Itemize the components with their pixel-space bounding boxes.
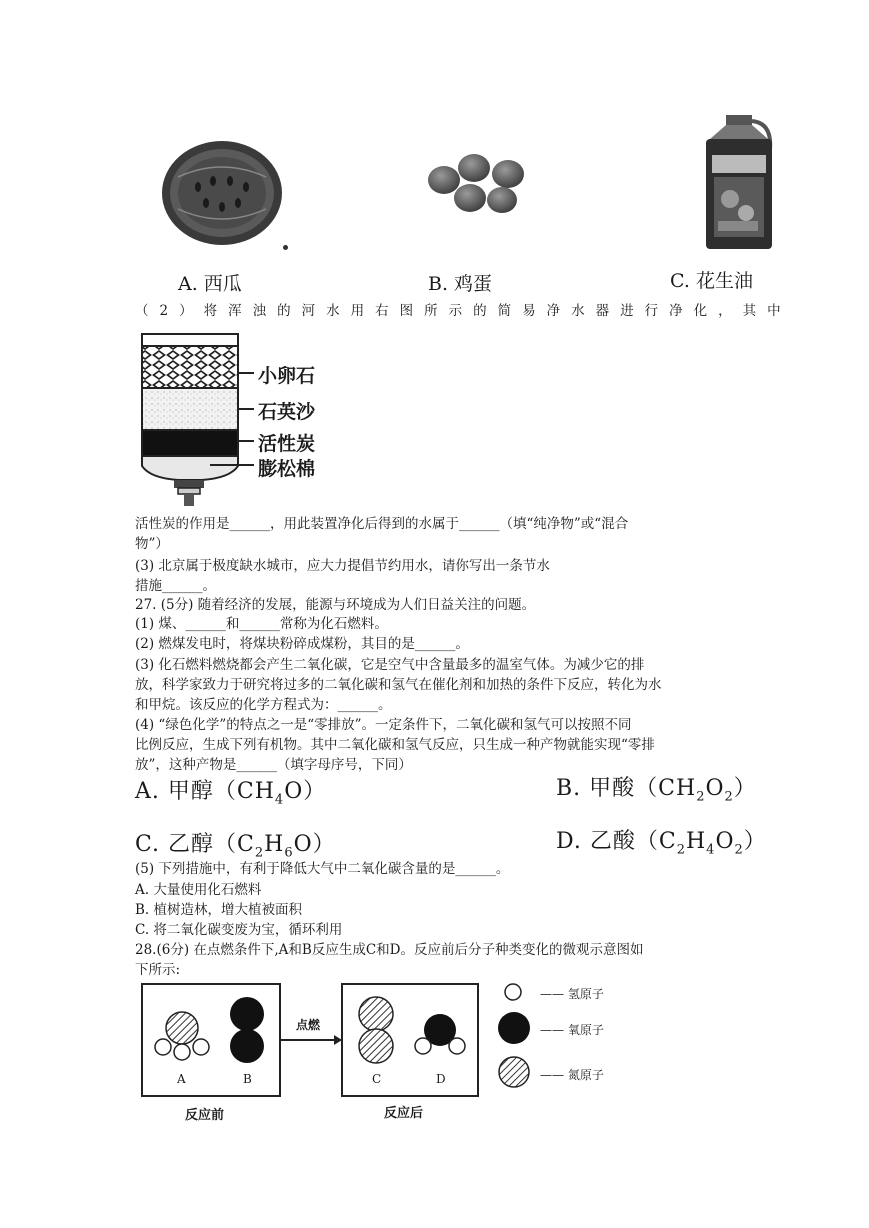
watermelon-image: [158, 137, 286, 249]
filter-layer-cotton: 膨松棉: [258, 458, 316, 480]
oil-bottle-image: [700, 115, 778, 250]
filter-layer-pebbles: 小卵石: [258, 365, 316, 387]
q27-3-line1: (3) 化石燃料燃烧都会产生二氧化碳，它是空气中含量最多的温室气体。为减少它的排: [135, 657, 645, 673]
q28-line2: 下所示:: [135, 962, 181, 978]
q27-4-line2: 比例反应，生成下列有机物。其中二氧化碳和氢气反应，只生成一种产物就能实现“零排: [135, 737, 655, 753]
q28-line1: 28.(6分) 在点燃条件下,A和B反应生成C和D。反应前后分子种类变化的微观示意图如: [135, 942, 644, 958]
q26-3-line1: (3) 北京属于极度缺水城市，应大力提倡节约用水，请你写出一条节水: [135, 558, 550, 574]
ink-dot: [283, 245, 288, 250]
label-before: 反应前: [185, 1108, 225, 1123]
q27-5-option-b: B. 植树造林，增大植被面积: [135, 902, 303, 918]
q26-2-line2: 物”）: [135, 536, 169, 552]
pointer-line: [238, 408, 254, 410]
q26-2-intro: （2）将浑浊的河水用右图所示的简易净水器进行净化，其中: [135, 303, 792, 319]
q27-3-line2: 放，科学家致力于研究将过多的二氧化碳和氢气在催化剂和加热的条件下反应，转化为水: [135, 677, 662, 693]
label-d: D: [436, 1072, 446, 1086]
label-after: 反应后: [384, 1106, 424, 1121]
pointer-line: [238, 440, 254, 442]
pointer-line: [238, 372, 254, 374]
option-c-ethanol: C. 乙醇$(C_2H_6O)$: [135, 832, 336, 861]
option-a-methanol: A. 甲醇$(CH_4O)$: [135, 779, 327, 808]
q27-2: (2) 燃煤发电时，将煤块粉碎成煤粉，其目的是______。: [135, 636, 469, 652]
q27-4-line3: 放”，这种产物是______（填字母序号，下同）: [135, 757, 412, 773]
reaction-diagram: [140, 980, 480, 1100]
option-b-egg-label: B. 鸡蛋: [428, 273, 493, 295]
water-filter-diagram: [138, 330, 248, 510]
q27-4-line1: (4) “绿色化学”的特点之一是“零排放”。一定条件下，二氧化碳和氢气可以按照不同: [135, 717, 632, 733]
eggs-image: [424, 150, 534, 216]
legend-oxygen-icon: [497, 1011, 531, 1045]
q27-5-option-c: C. 将二氧化碳变废为宝，循环利用: [135, 922, 343, 938]
q27-title: 27. (5分) 随着经济的发展，能源与环境成为人们日益关注的问题。: [135, 597, 536, 613]
legend-oxygen: —— 氧原子: [540, 1023, 604, 1037]
option-c-oil-label: C. 花生油: [670, 270, 753, 292]
option-a-watermelon-label: A. 西瓜: [178, 273, 242, 295]
pointer-line: [210, 464, 254, 466]
filter-layer-carbon: 活性炭: [258, 433, 316, 455]
q27-5: (5) 下列措施中，有利于降低大气中二氧化碳含量的是______。: [135, 861, 510, 877]
q27-3-line3: 和甲烷。该反应的化学方程式为：______。: [135, 697, 392, 713]
option-d-acetic-acid: D. 乙酸$(C_2H_4O_2)$: [556, 829, 767, 858]
legend-hydrogen-icon: [503, 982, 523, 1002]
arrow-label-ignite: 点燃: [296, 1018, 321, 1032]
legend-hydrogen: —— 氢原子: [540, 987, 604, 1001]
legend-nitrogen-icon: [497, 1055, 531, 1089]
filter-layer-sand: 石英沙: [258, 401, 316, 423]
q26-2-line1: 活性炭的作用是______，用此装置净化后得到的水属于______（填“纯净物”或“混合: [135, 516, 629, 532]
legend-nitrogen: —— 氮原子: [540, 1068, 604, 1082]
q26-3-line2: 措施______。: [135, 578, 216, 594]
q27-1: (1) 煤、______和______常称为化石燃料。: [135, 616, 388, 632]
label-c: C: [372, 1072, 382, 1086]
label-a: A: [177, 1072, 186, 1086]
option-b-formic-acid: B. 甲酸$(CH_2O_2)$: [556, 776, 757, 805]
label-b: B: [243, 1072, 252, 1086]
q27-5-option-a: A. 大量使用化石燃料: [135, 882, 262, 898]
